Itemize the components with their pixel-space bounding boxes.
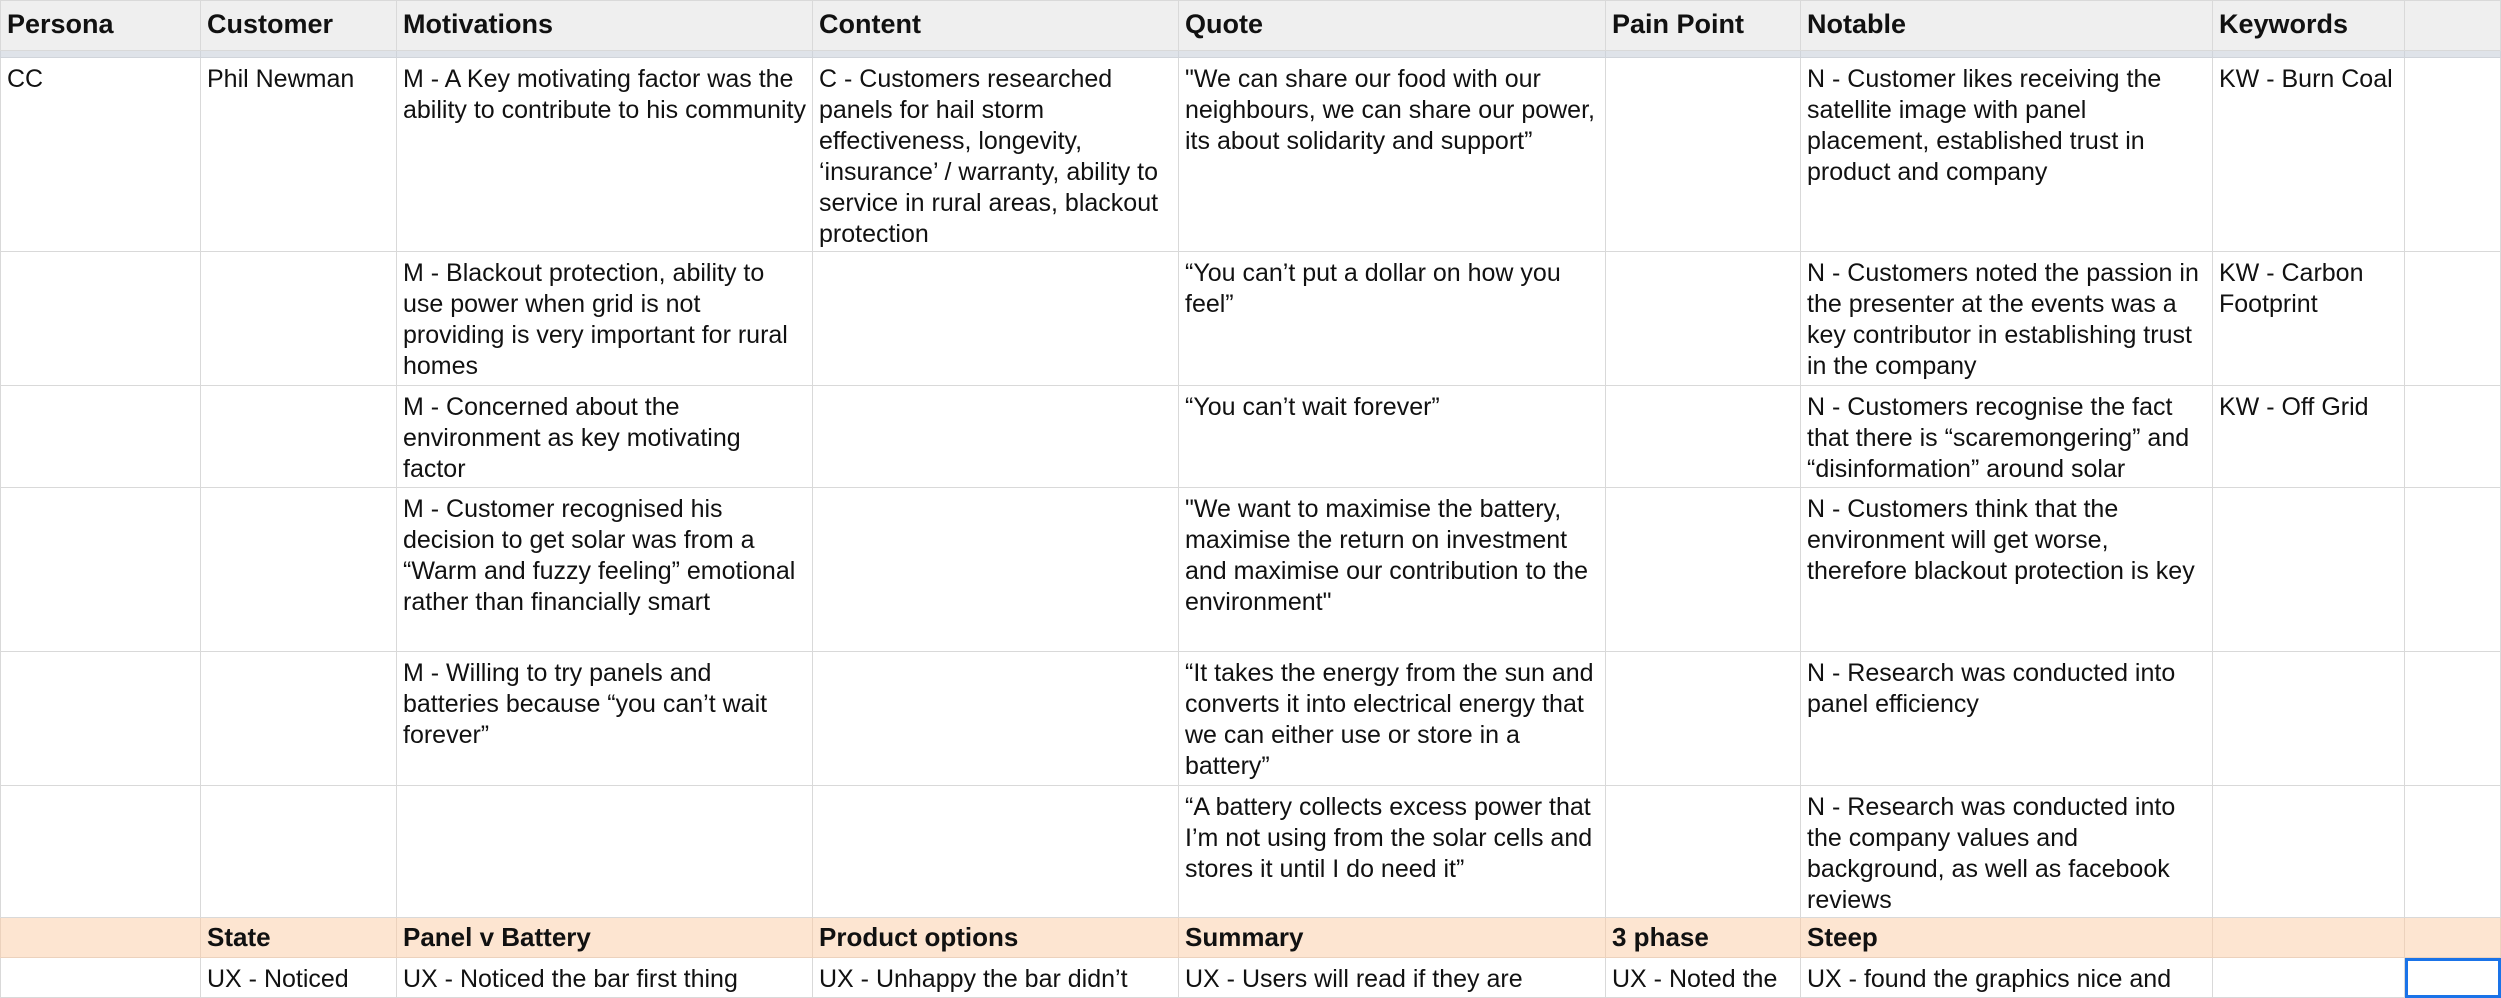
cell-motivations[interactable]: M - Customer recognised his decision to get solar was from a “Warm and fuzzy feeling” emotional rather than financially smart xyxy=(397,488,813,652)
section-header-customer[interactable]: State xyxy=(201,918,397,958)
cell-extra[interactable] xyxy=(2405,786,2501,918)
cell-pain-point[interactable] xyxy=(1606,786,1801,918)
cell-content[interactable] xyxy=(813,386,1179,488)
cell-content[interactable] xyxy=(813,786,1179,918)
table-row xyxy=(1,652,2501,786)
section-header-pain-point[interactable]: 3 phase xyxy=(1606,918,1801,958)
frozen-divider-cell xyxy=(1606,51,1801,58)
cell-keywords[interactable] xyxy=(2213,786,2405,918)
cell-customer[interactable] xyxy=(201,786,397,918)
column-header-motivations[interactable]: Motivations xyxy=(397,1,813,51)
cell-extra[interactable] xyxy=(2405,652,2501,786)
cell-quote[interactable]: “It takes the energy from the sun and converts it into electrical energy that we can either use or store in a battery” xyxy=(1179,652,1606,786)
section-header-quote[interactable]: Summary xyxy=(1179,918,1606,958)
section-header-keywords[interactable] xyxy=(2213,918,2405,958)
column-header-content[interactable]: Content xyxy=(813,1,1179,51)
cell-motivations[interactable]: M - A Key motivating factor was the ability to contribute to his community xyxy=(397,58,813,252)
cell-quote[interactable]: “A battery collects excess power that I’m not using from the solar cells and stores it until I do need it” xyxy=(1179,786,1606,918)
table-row xyxy=(1,786,2501,918)
cell-customer[interactable] xyxy=(201,252,397,386)
cell-motivations[interactable] xyxy=(397,786,813,918)
cell-customer[interactable]: UX - Noticed xyxy=(201,958,397,998)
cell-keywords[interactable] xyxy=(2213,958,2405,998)
cell-keywords[interactable]: KW - Burn Coal xyxy=(2213,58,2405,252)
column-header-keywords[interactable]: Keywords xyxy=(2213,1,2405,51)
column-header-quote[interactable]: Quote xyxy=(1179,1,1606,51)
column-header-extra[interactable] xyxy=(2405,1,2501,51)
cell-extra[interactable] xyxy=(2405,958,2501,998)
frozen-divider-cell xyxy=(2405,51,2501,58)
cell-customer[interactable] xyxy=(201,652,397,786)
cell-extra[interactable] xyxy=(2405,252,2501,386)
cell-content[interactable]: UX - Unhappy the bar didn’t xyxy=(813,958,1179,998)
cell-persona[interactable] xyxy=(1,958,201,998)
cell-motivations[interactable]: M - Blackout protection, ability to use power when grid is not providing is very important for rural homes xyxy=(397,252,813,386)
cell-keywords[interactable] xyxy=(2213,652,2405,786)
cell-notable[interactable]: N - Customers recognise the fact that there is “scaremongering” and “disinformation” around solar xyxy=(1801,386,2213,488)
cell-notable[interactable]: UX - found the graphics nice and xyxy=(1801,958,2213,998)
cell-pain-point[interactable] xyxy=(1606,652,1801,786)
cell-notable[interactable]: N - Research was conducted into panel efficiency xyxy=(1801,652,2213,786)
frozen-divider-cell xyxy=(201,51,397,58)
section-header-persona[interactable] xyxy=(1,918,201,958)
table-row xyxy=(1,386,2501,488)
cell-keywords[interactable] xyxy=(2213,488,2405,652)
cell-motivations[interactable]: UX - Noticed the bar first thing xyxy=(397,958,813,998)
frozen-divider-cell xyxy=(1801,51,2213,58)
column-header-notable[interactable]: Notable xyxy=(1801,1,2213,51)
cell-persona[interactable] xyxy=(1,652,201,786)
cell-pain-point[interactable] xyxy=(1606,386,1801,488)
column-header-persona[interactable]: Persona xyxy=(1,1,201,51)
column-header-customer[interactable]: Customer xyxy=(201,1,397,51)
cell-customer[interactable]: Phil Newman xyxy=(201,58,397,252)
cell-persona[interactable] xyxy=(1,488,201,652)
cell-quote[interactable]: "We want to maximise the battery, maximise the return on investment and maximise our contribution to the environment" xyxy=(1179,488,1606,652)
frozen-row-divider xyxy=(1,51,2501,58)
cell-motivations[interactable]: M - Willing to try panels and batteries because “you can’t wait forever” xyxy=(397,652,813,786)
cell-keywords[interactable]: KW - Off Grid xyxy=(2213,386,2405,488)
cell-notable[interactable]: N - Customer likes receiving the satellite image with panel placement, established trust in product and company xyxy=(1801,58,2213,252)
cell-quote[interactable]: "We can share our food with our neighbours, we can share our power, its about solidarity and support” xyxy=(1179,58,1606,252)
cell-persona[interactable] xyxy=(1,252,201,386)
cell-motivations[interactable]: M - Concerned about the environment as key motivating factor xyxy=(397,386,813,488)
cell-quote[interactable]: UX - Users will read if they are xyxy=(1179,958,1606,998)
frozen-divider-cell xyxy=(397,51,813,58)
section-header-notable[interactable]: Steep xyxy=(1801,918,2213,958)
cell-notable[interactable]: N - Customers think that the environment will get worse, therefore blackout protection is key xyxy=(1801,488,2213,652)
table-row-partial xyxy=(1,958,2501,998)
section-header-row xyxy=(1,918,2501,958)
frozen-divider-cell xyxy=(2213,51,2405,58)
section-header-extra[interactable] xyxy=(2405,918,2501,958)
cell-pain-point[interactable] xyxy=(1606,488,1801,652)
cell-persona[interactable] xyxy=(1,786,201,918)
table-row xyxy=(1,252,2501,386)
section-header-content[interactable]: Product options xyxy=(813,918,1179,958)
frozen-divider-cell xyxy=(1179,51,1606,58)
cell-extra[interactable] xyxy=(2405,386,2501,488)
table-row xyxy=(1,58,2501,252)
cell-content[interactable] xyxy=(813,252,1179,386)
cell-pain-point[interactable] xyxy=(1606,252,1801,386)
cell-content[interactable]: C - Customers researched panels for hail storm effectiveness, longevity, ‘insurance’ / warranty, ability to service in rural areas, blackout protection xyxy=(813,58,1179,252)
cell-quote[interactable]: “You can’t wait forever” xyxy=(1179,386,1606,488)
column-header-row xyxy=(1,1,2501,51)
cell-extra[interactable] xyxy=(2405,488,2501,652)
cell-pain-point[interactable]: UX - Noted the xyxy=(1606,958,1801,998)
cell-content[interactable] xyxy=(813,488,1179,652)
cell-customer[interactable] xyxy=(201,488,397,652)
cell-persona[interactable] xyxy=(1,386,201,488)
table-row xyxy=(1,488,2501,652)
frozen-divider-cell xyxy=(1,51,201,58)
cell-customer[interactable] xyxy=(201,386,397,488)
cell-extra[interactable] xyxy=(2405,58,2501,252)
cell-persona[interactable]: CC xyxy=(1,58,201,252)
section-header-motivations[interactable]: Panel v Battery xyxy=(397,918,813,958)
cell-notable[interactable]: N - Customers noted the passion in the presenter at the events was a key contributor in establishing trust in the company xyxy=(1801,252,2213,386)
cell-quote[interactable]: “You can’t put a dollar on how you feel” xyxy=(1179,252,1606,386)
cell-keywords[interactable]: KW - Carbon Footprint xyxy=(2213,252,2405,386)
frozen-divider-cell xyxy=(813,51,1179,58)
cell-pain-point[interactable] xyxy=(1606,58,1801,252)
column-header-pain-point[interactable]: Pain Point xyxy=(1606,1,1801,51)
cell-content[interactable] xyxy=(813,652,1179,786)
cell-notable[interactable]: N - Research was conducted into the company values and background, as well as facebook reviews xyxy=(1801,786,2213,918)
